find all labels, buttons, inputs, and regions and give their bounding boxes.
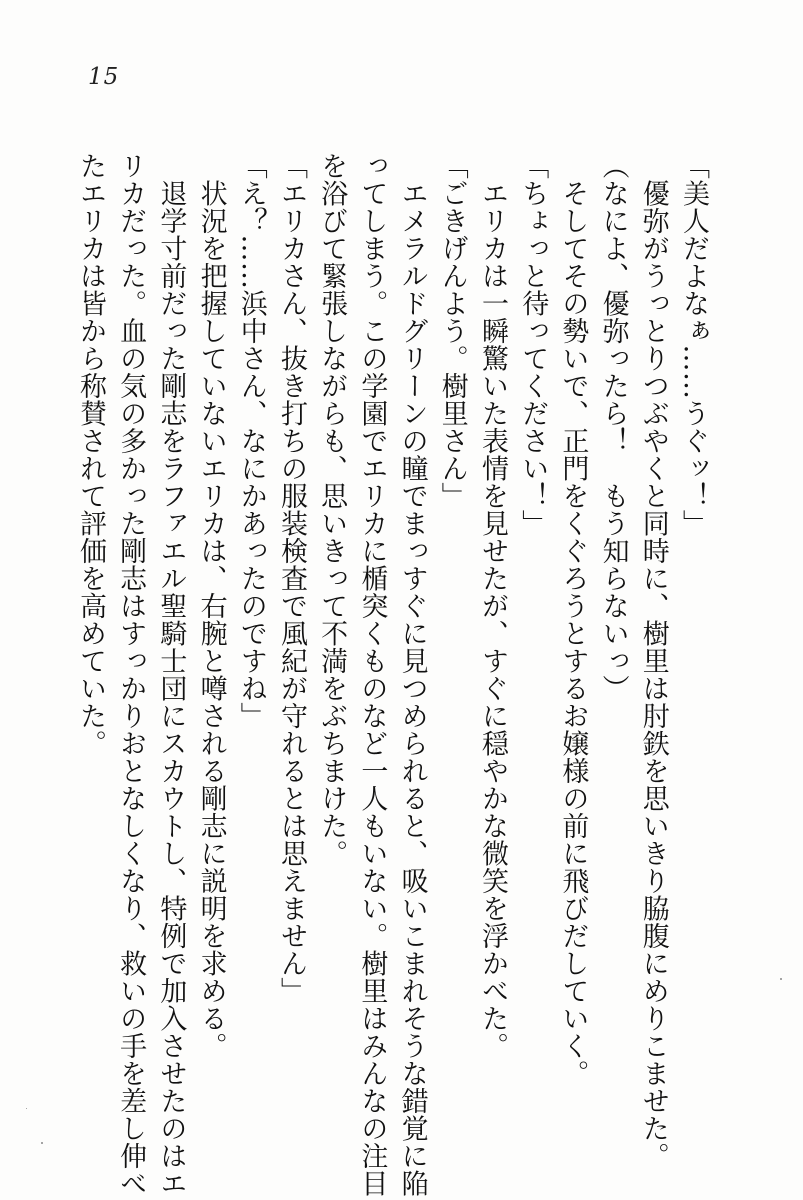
text-line: たエリカは皆から称賛されて評価を高めていた。 [74,152,106,757]
scan-speck [780,978,782,980]
text-line: 「ちょっと待ってください！」 [517,152,549,537]
scan-speck [26,1108,27,1109]
text-line: を浴びて緊張しながらも、思いきって不満をぶちまけた。 [316,152,348,867]
text-line: リカだった。血の気の多かった剛志はすっかりおとなしくなり、救いの手を差し伸べ [115,152,147,1197]
text-line: 「え？……浜中さん、なにかあったのですね」 [235,152,267,730]
text-line: エリカは一瞬驚いた表情を見せたが、すぐに穏やかな微笑を浮かべた。 [476,152,508,1060]
text-line: 優弥がうっとりつぶやくと同時に、樹里は肘鉄を思いきり脇腹にめりこませた。 [637,152,669,1170]
text-line: 退学寸前だった剛志をラファエル聖騎士団にスカウトし、特例で加入させたのはエ [155,152,187,1197]
text-line: 「ごきげんよう。樹里さん」 [436,152,468,510]
text-line: 状況を把握していないエリカは、右腕と噂される剛志に説明を求める。 [195,152,227,1060]
text-line: そしてその勢いで、正門をくぐろうとするお嬢様の前に飛びだしていく。 [557,152,589,1087]
page-number: 15 [88,64,120,90]
text-line: （なによ、優弥ったら！ もう知らないっ） [597,152,629,702]
scan-speck [41,1142,43,1144]
text-line: 「美人だよなぁ……うぐッ！」 [678,152,709,537]
text-line: ってしまう。この学園でエリカに楯突くものなど一人もいない。樹里はみんなの注目 [356,152,388,1197]
text-line: 「エリカさん、抜き打ちの服装検査で風紀が守れるとは思えません」 [275,152,307,1005]
body-text [70,152,713,1197]
text-line: エメラルドグリーンの瞳でまっすぐに見つめられると、吸いこまれそうな錯覚に陥 [396,152,428,1197]
